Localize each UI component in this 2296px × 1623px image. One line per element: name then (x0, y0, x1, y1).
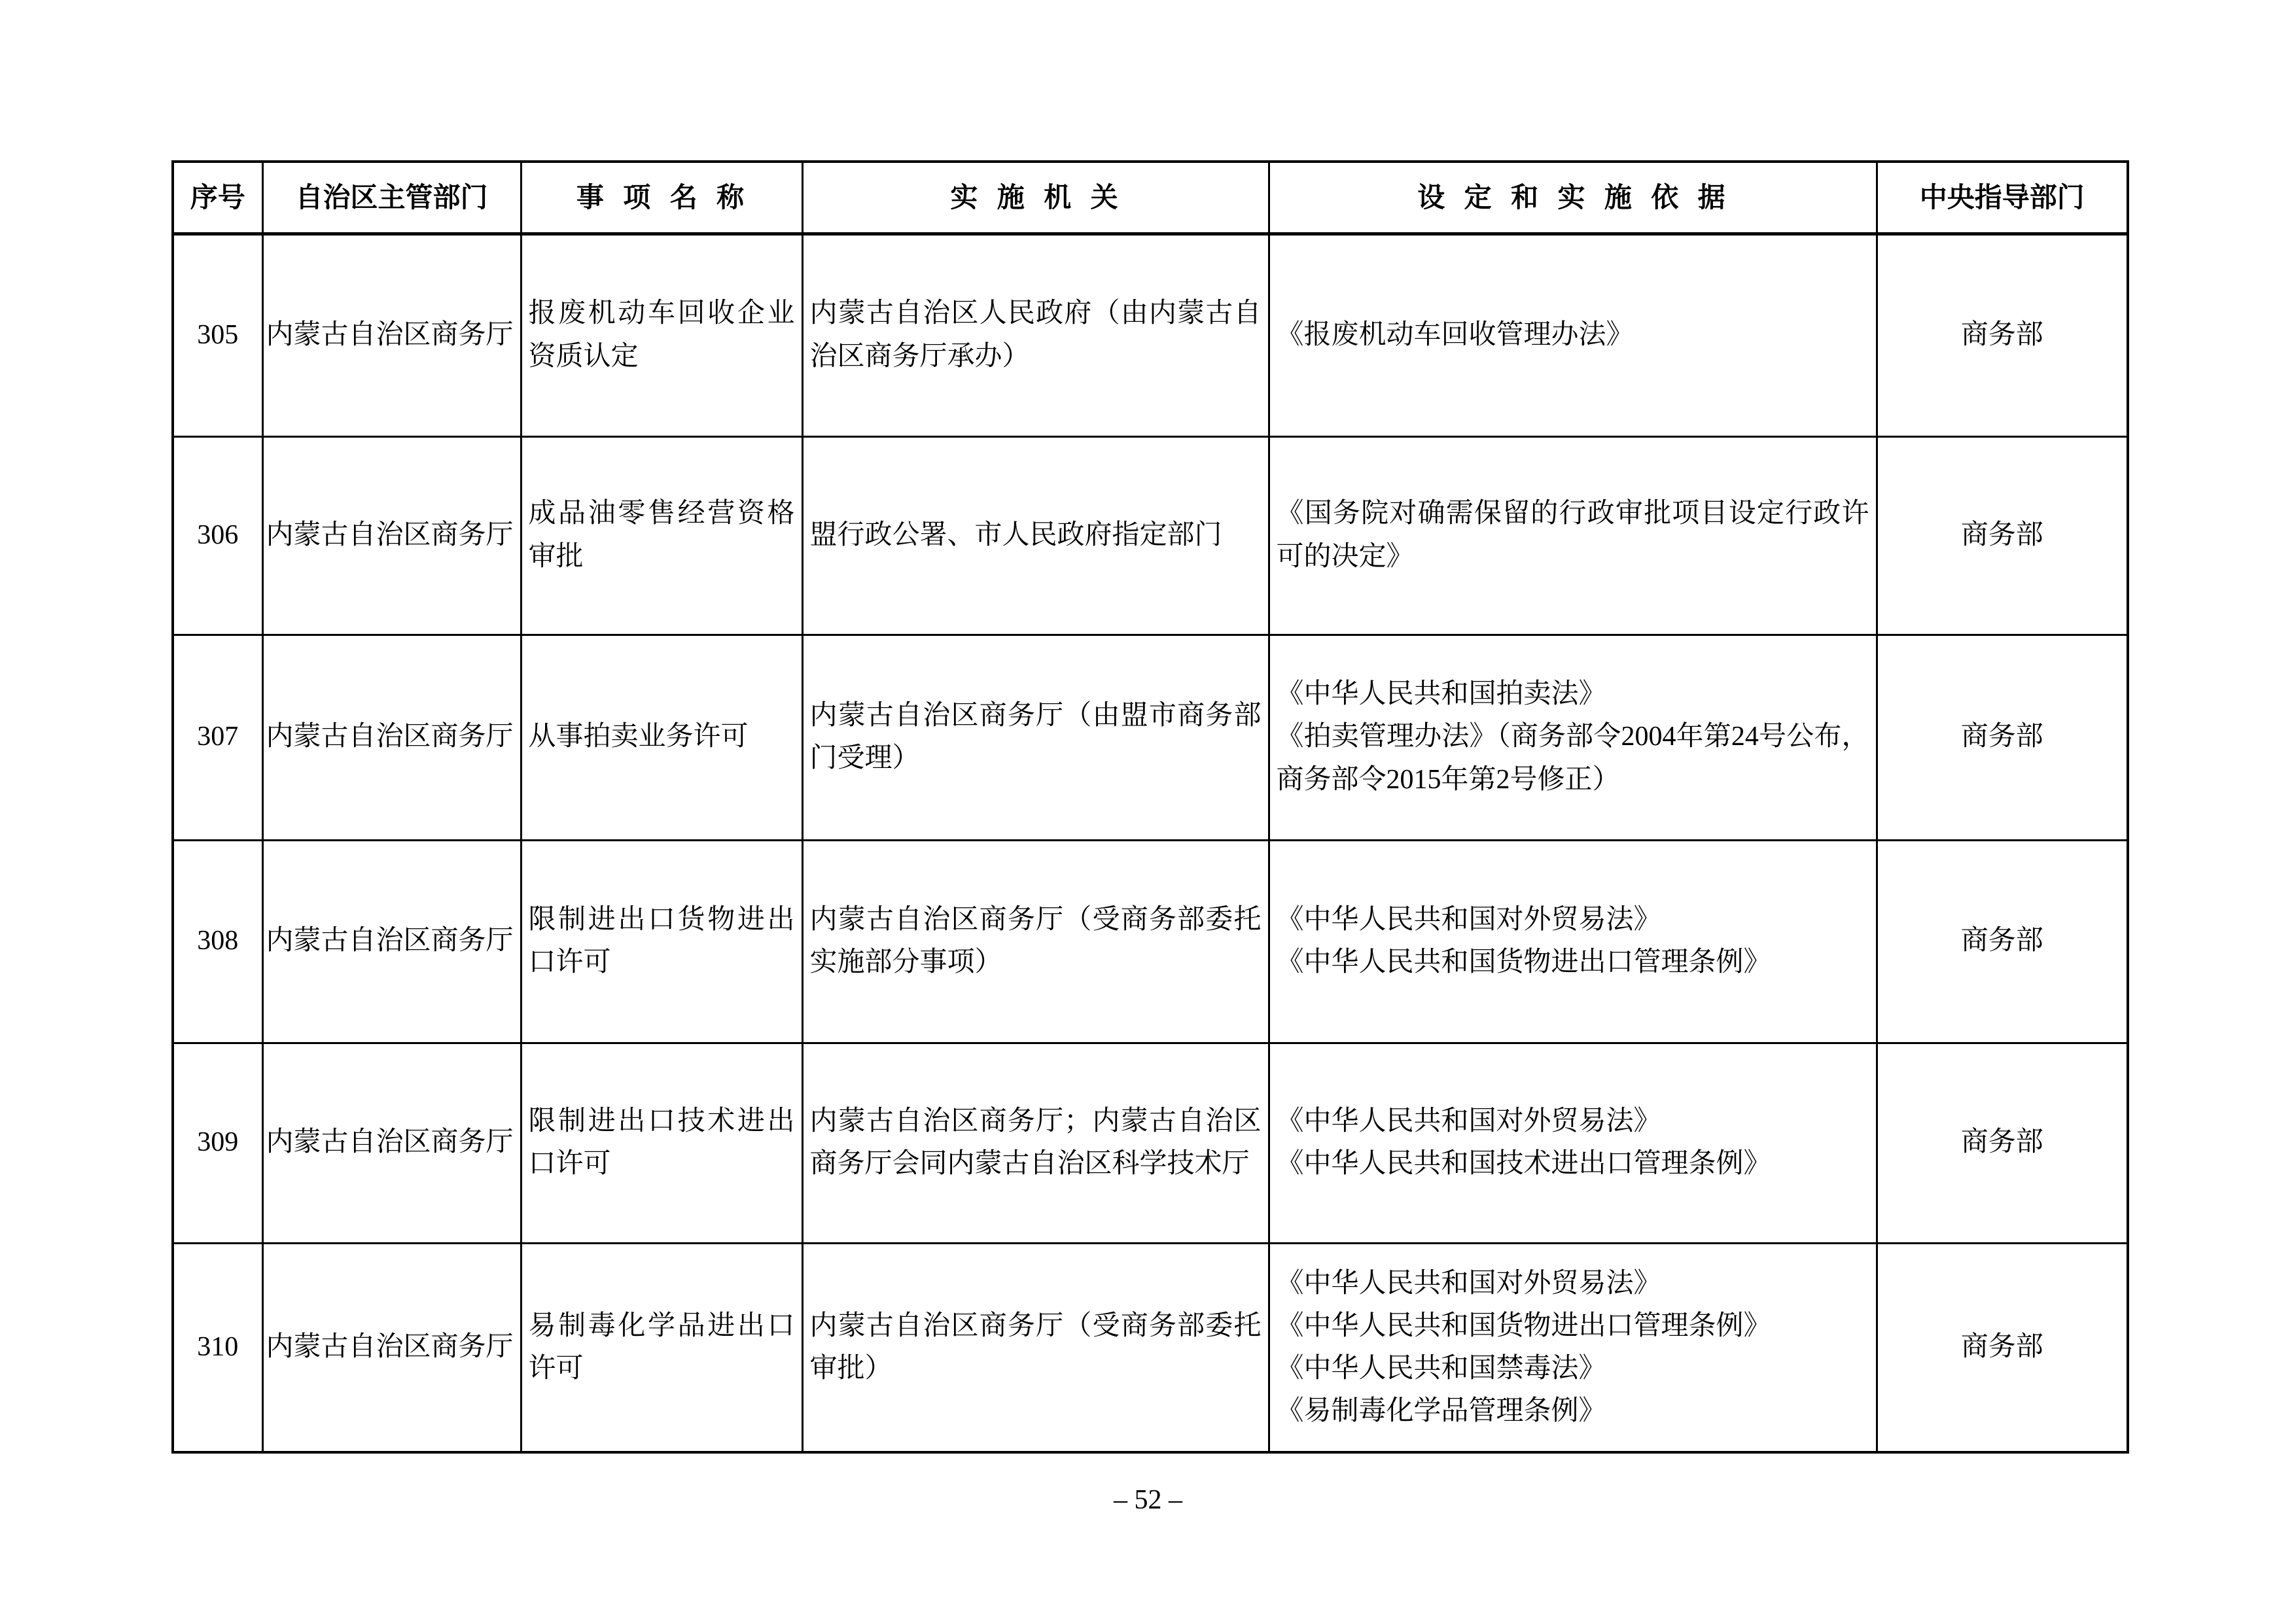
implementing-agency-cell: 盟行政公署、市人民政府指定部门 (802, 436, 1269, 635)
table-row-310 (173, 1243, 2128, 1452)
basis-entry: 《中华人民共和国技术进出口管理条例》 (1276, 1149, 1771, 1179)
serial-cell: 307 (173, 635, 262, 840)
central-department-cell: 商务部 (1877, 1243, 2128, 1452)
table-header-row (173, 162, 2128, 234)
basis-entry: 《中华人民共和国货物进出口管理条例》 (1276, 1310, 1771, 1341)
col-header-serial: 序号 (173, 162, 262, 234)
table-row-305 (173, 234, 2128, 436)
serial-cell: 310 (173, 1243, 262, 1452)
department-cell: 内蒙古自治区商务厅 (262, 840, 521, 1043)
basis-entry: 《中华人民共和国对外贸易法》 (1276, 1106, 1661, 1136)
central-department-cell: 商务部 (1877, 1043, 2128, 1243)
department-cell: 内蒙古自治区商务厅 (262, 635, 521, 840)
item-name-cell: 报废机动车回收企业资质认定 (521, 234, 802, 436)
serial-cell: 308 (173, 840, 262, 1043)
basis-entry: 《中华人民共和国拍卖法》 (1276, 679, 1606, 710)
basis-entry: 《中华人民共和国对外贸易法》 (1276, 1268, 1661, 1299)
department-cell: 内蒙古自治区商务厅 (262, 1243, 521, 1452)
implementing-agency-cell: 内蒙古自治区商务厅；内蒙古自治区商务厅会同内蒙古自治区科学技术厅 (802, 1043, 1269, 1243)
table-row-309 (173, 1043, 2128, 1243)
department-cell: 内蒙古自治区商务厅 (262, 234, 521, 436)
basis-cell (1269, 840, 1877, 1043)
basis-entry: 《报废机动车回收管理办法》 (1276, 319, 1634, 350)
basis-entry: 《中华人民共和国对外贸易法》 (1276, 904, 1661, 935)
table-row-306 (173, 436, 2128, 635)
item-name-cell: 成品油零售经营资格审批 (521, 436, 802, 635)
serial-cell: 305 (173, 234, 262, 436)
basis-entry: 《中华人民共和国货物进出口管理条例》 (1276, 947, 1771, 977)
basis-cell (1269, 1043, 1877, 1243)
col-header-central-department: 中央指导部门 (1877, 162, 2128, 234)
implementing-agency-cell: 内蒙古自治区人民政府（由内蒙古自治区商务厅承办） (802, 234, 1269, 436)
table-row-308 (173, 840, 2128, 1043)
col-header-basis: 设定和实施依据 (1269, 162, 1877, 234)
implementing-agency-cell: 内蒙古自治区商务厅（由盟市商务部门受理） (802, 635, 1269, 840)
item-name-cell: 从事拍卖业务许可 (521, 635, 802, 840)
basis-cell (1269, 1243, 1877, 1452)
item-name-cell: 限制进出口技术进出口许可 (521, 1043, 802, 1243)
basis-cell (1269, 436, 1877, 635)
basis-entry: 《易制毒化学品管理条例》 (1276, 1395, 1606, 1426)
central-department-cell: 商务部 (1877, 234, 2128, 436)
col-header-item-name: 事项名称 (521, 162, 802, 234)
central-department-cell: 商务部 (1877, 635, 2128, 840)
basis-cell (1269, 635, 1877, 840)
implementing-agency-cell: 内蒙古自治区商务厅（受商务部委托实施部分事项） (802, 840, 1269, 1043)
serial-cell: 306 (173, 436, 262, 635)
basis-entry: 《拍卖管理办法》（商务部令2004年第24号公布，商务部令2015年第2号修正） (1276, 722, 1869, 795)
table-row-307 (173, 635, 2128, 840)
basis-cell (1269, 234, 1877, 436)
col-header-implementing-agency: 实施机关 (802, 162, 1269, 234)
basis-entry: 《中华人民共和国禁毒法》 (1276, 1353, 1606, 1384)
central-department-cell: 商务部 (1877, 840, 2128, 1043)
item-name-cell: 易制毒化学品进出口许可 (521, 1243, 802, 1452)
item-name-cell: 限制进出口货物进出口许可 (521, 840, 802, 1043)
implementing-agency-cell: 内蒙古自治区商务厅（受商务部委托审批） (802, 1243, 1269, 1452)
col-header-department: 自治区主管部门 (262, 162, 521, 234)
central-department-cell: 商务部 (1877, 436, 2128, 635)
department-cell: 内蒙古自治区商务厅 (262, 1043, 521, 1243)
page-number: – 52 – (1114, 1485, 1182, 1515)
basis-entry: 《国务院对确需保留的行政审批项目设定行政许可的决定》 (1276, 498, 1869, 572)
serial-cell: 309 (173, 1043, 262, 1243)
admin-approval-items-table (171, 160, 2129, 1454)
department-cell: 内蒙古自治区商务厅 (262, 436, 521, 635)
